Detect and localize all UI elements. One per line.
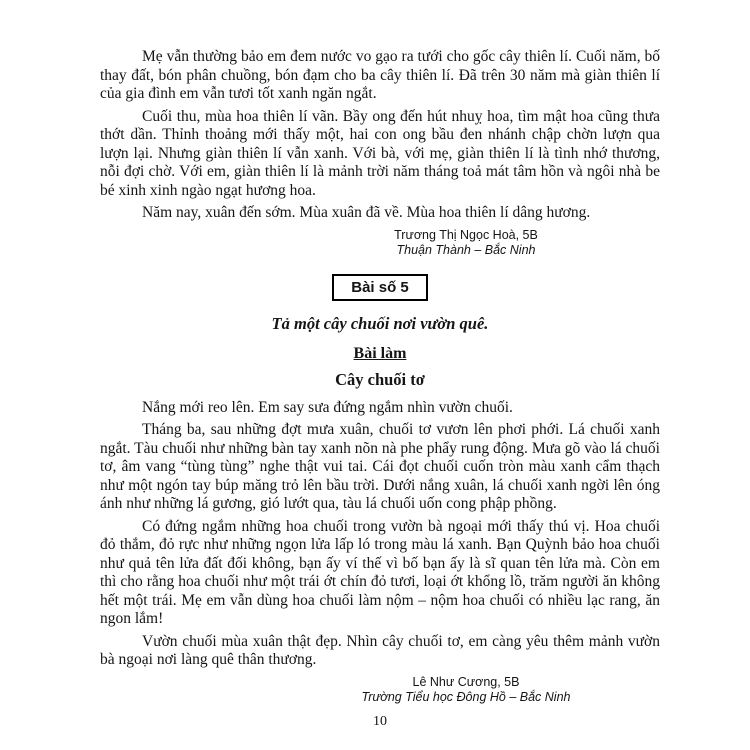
essay-paragraph: Cuối thu, mùa hoa thiên lí vãn. Bầy ong đến hút nhuỵ hoa, tìm mật hoa cũng thưa thớt dần. Thỉnh thoảng mới thấy một, hai con ong bầu đen nhánh chập chờn lượn qua lượn lại. Nhưng giàn thiên lí vẫn xanh. Với bà, với mẹ, giàn thiên lí là tình nhớ thương, nỗi đợi chờ. Với em, giàn thiên lí là mảnh trời năm tháng toả mát tâm hồn và ngôi nhà be bé xinh xinh ngào ngạt hương hoa. [100, 107, 660, 199]
page-number: 10 [373, 713, 387, 729]
essay-paragraph: Mẹ vẫn thường bảo em đem nước vo gạo ra tưới cho gốc cây thiên lí. Cuối năm, bố thay đất, bón phân chuồng, bón đạm cho ba cây thiên lí. Đã trên 30 năm mà giàn thiên lí của gia đình em vẫn tươi tốt xanh ngăn ngắt. [100, 48, 660, 102]
author-signature [100, 675, 660, 706]
lesson-prompt: Tả một cây chuối nơi vườn quê. [271, 313, 489, 333]
essay-paragraph: Có đứng ngắm những hoa chuối trong vườn bà ngoại mới thấy thú vị. Hoa chuối đỏ thắm, đỏ rực như những ngọn lửa lấp ló trong màu lá xanh. Bạn Quỳnh bảo hoa chuối như quả tên lửa đất đối không, bạn ấy ví thế vì bố bạn ấy là sĩ quan tên lửa mà. Còn em thì cho rằng hoa chuối như một trái ớt chín đỏ tươi, loại ớt khổng lồ, trăm người ăn không hết một trái. Mẹ em vẫn dùng hoa chuối làm nộm – nộm hoa chuối có nhiều lạc rang, ăn ngon lắm! [100, 517, 660, 627]
bai-lam-heading: Bài làm [353, 344, 407, 362]
author-school: Trường Tiểu học Đông Hồ – Bắc Ninh [361, 690, 571, 704]
essay-paragraph: Tháng ba, sau những đợt mưa xuân, chuối tơ vươn lên phơi phới. Lá chuối xanh ngắt. Tàu chuối như những bàn tay xanh nõn nà phe phẩy rung động. Mưa gõ vào lá chuối tơ, âm vang “tùng tùng” nghe thật vui tai. Cái đọt chuối cuốn tròn màu xanh cẩm thạch như một ngón tay búp măng trỏ lên bầu trời. Dưới nắng xuân, lá chuối xanh ngời lên óng ánh như những lá gương, gió lướt qua, tàu lá chuối uốn cong phập phồng. [100, 421, 660, 512]
lesson-number-box: Bài số 5 [332, 274, 428, 301]
author-signature [100, 228, 660, 259]
author-school: Thuận Thành – Bắc Ninh [396, 243, 536, 257]
essay-paragraph: Nắng mới reo lên. Em say sưa đứng ngắm nhìn vườn chuối. [142, 398, 513, 416]
essay-title: Cây chuối tơ [335, 369, 425, 389]
essay-paragraph: Năm nay, xuân đến sớm. Mùa xuân đã về. Mùa hoa thiên lí dâng hương. [142, 204, 591, 221]
lesson-box-container [100, 274, 660, 301]
essay-cay-chuoi [100, 399, 660, 706]
essay-thien-li [100, 48, 660, 259]
author-name: Lê Như Cương, 5B [412, 674, 520, 689]
author-name: Trương Thị Ngọc Hoà, 5B [394, 227, 538, 242]
essay-paragraph: Vườn chuối mùa xuân thật đẹp. Nhìn cây chuối tơ, em càng yêu thêm mảnh vườn bà ngoại nơi làng quê thân thương. [100, 632, 660, 668]
